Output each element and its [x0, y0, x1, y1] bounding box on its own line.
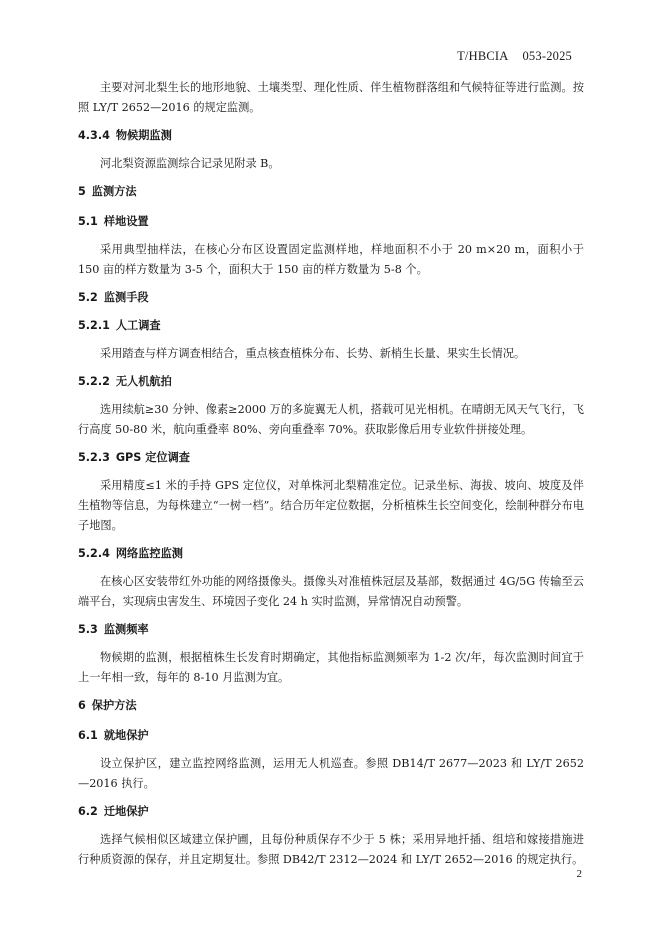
section-number: 5.3 — [78, 623, 98, 636]
document-body — [78, 78, 584, 878]
section-heading — [78, 126, 584, 146]
section-title: 人工调查 — [115, 319, 161, 332]
section-title: 监测手段 — [103, 291, 149, 304]
section-number: 5.2.2 — [78, 375, 110, 388]
section-heading — [78, 448, 584, 468]
section-title: 网络监控监测 — [115, 547, 183, 560]
page-header — [457, 49, 572, 64]
standard-number: 053-2025 — [522, 49, 572, 63]
section-heading — [78, 726, 584, 746]
section-title: 样地设置 — [103, 215, 149, 228]
section-title: 监测频率 — [103, 623, 149, 636]
section-number: 5.1 — [78, 215, 98, 228]
body-paragraph: 河北梨资源监测综合记录见附录 B。 — [100, 157, 280, 170]
body-paragraph: 选用续航≥30 分钟、像素≥2000 万的多旋翼无人机，搭载可见光相机。在晴朗无风天气飞行，飞行高度 50-80 米，航向重叠率 80%、旁向重叠率 70%。获取影像后用专业软件拼接处理。 — [78, 403, 584, 436]
body-paragraph: 采用精度≤1 米的手持 GPS 定位仪，对单株河北梨精准定位。记录坐标、海拔、坡向、坡度及伴生植物等信息，为每株建立“一树一档”。结合历年定位数据，分析植株生长空间变化，绘制种群分布电子地图。 — [78, 479, 584, 532]
section-number: 6 — [78, 699, 86, 712]
section-number: 5.2.3 — [78, 451, 110, 464]
section-number: 5.2 — [78, 291, 98, 304]
section-heading — [78, 544, 584, 564]
section-number: 6.2 — [78, 805, 98, 818]
section-title: 监测方法 — [91, 185, 137, 198]
section-heading — [78, 802, 584, 822]
section-number: 6.1 — [78, 729, 98, 742]
body-paragraph: 采用典型抽样法，在核心分布区设置固定监测样地，样地面积不小于 20 m×20 m，面积小于 150 亩的样方数量为 3-5 个，面积大于 150 亩的样方数量为 5-8 个。 — [78, 243, 584, 276]
section-title: 物候期监测 — [115, 129, 172, 142]
chapter-heading — [78, 182, 584, 202]
section-title: 迁地保护 — [103, 805, 149, 818]
section-heading — [78, 316, 584, 336]
body-paragraph: 在核心区安装带红外功能的网络摄像头。摄像头对准植株冠层及基部，数据通过 4G/5G 传输至云端平台，实现病虫害发生、环境因子变化 24 h 实时监测，异常情况自动预警。 — [78, 575, 584, 608]
body-paragraph: 设立保护区，建立监控网络监测，运用无人机巡查。参照 DB14/T 2677—2023 和 LY/T 2652—2016 执行。 — [78, 757, 584, 790]
section-heading — [78, 620, 584, 640]
chapter-heading — [78, 696, 584, 716]
body-paragraph: 采用踏查与样方调查相结合，重点核查植株分布、长势、新梢生长量、果实生长情况。 — [100, 347, 526, 360]
section-heading — [78, 372, 584, 392]
section-title: 无人机航拍 — [115, 375, 172, 388]
section-number: 5.2.1 — [78, 319, 110, 332]
body-paragraph: 物候期的监测，根据植株生长发育时期确定，其他指标监测频率为 1-2 次/年，每次监测时间宜于上一年相一致，每年的 8-10 月监测为宜。 — [78, 651, 584, 684]
section-number: 5.2.4 — [78, 547, 110, 560]
section-title: 保护方法 — [91, 699, 137, 712]
body-paragraph: 选择气候相似区域建立保护圃，且每份种质保存不少于 5 株；采用异地扦插、组培和嫁接措施进行种质资源的保存，并且定期复壮。参照 DB42/T 2312—2024 和 LY/T 2652—2016 的规定执行。 — [78, 833, 584, 866]
body-paragraph: 主要对河北梨生长的地形地貌、土壤类型、理化性质、伴生植物群落组和气候特征等进行监测。按照 LY/T 2652—2016 的规定监测。 — [78, 81, 584, 114]
section-number: 5 — [78, 185, 86, 198]
standard-code: T/HBCIA — [457, 49, 509, 63]
section-title: 就地保护 — [103, 729, 149, 742]
section-number: 4.3.4 — [78, 129, 110, 142]
section-heading — [78, 212, 584, 232]
section-heading — [78, 288, 584, 308]
section-title: GPS 定位调查 — [115, 451, 190, 464]
page-number: 2 — [576, 868, 582, 880]
